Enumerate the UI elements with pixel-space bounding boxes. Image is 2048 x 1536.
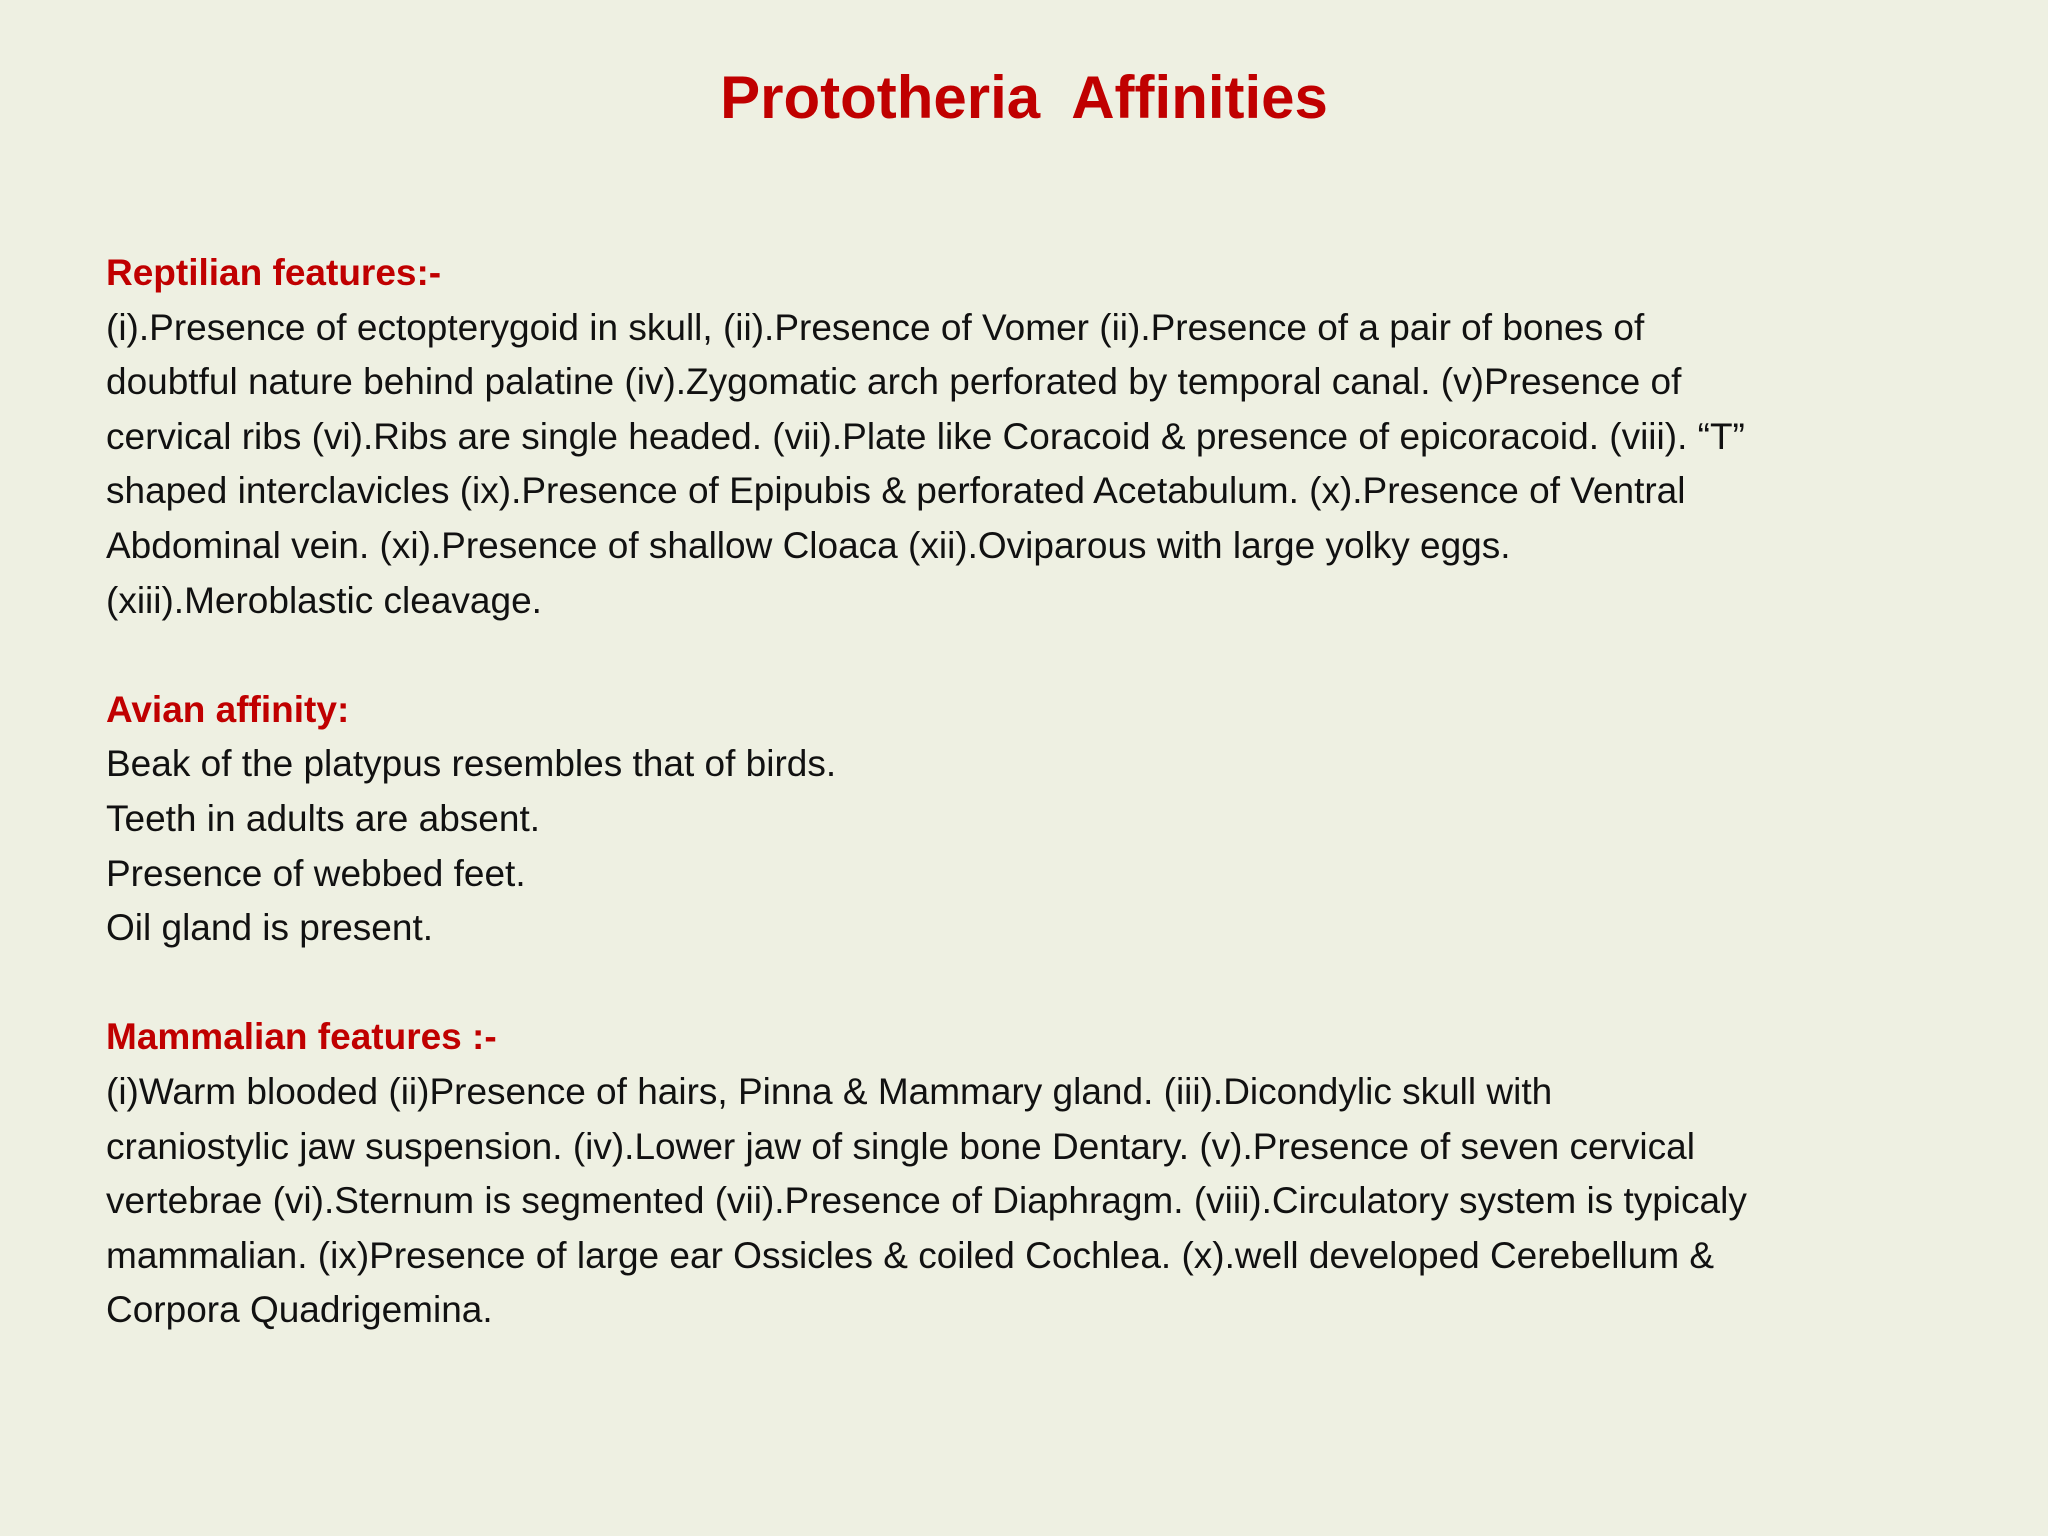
section-body: (i).Presence of ectopterygoid in skull, (ii).Presence of Vomer (ii).Presence of a pair of bones of doubtful nature behind palatine (iv).Zygomatic arch perforated by temporal canal. (v)Presence of cervical ribs (vi).Ribs are single headed. (vii).Plate like Coracoid & presence of epicoracoid. (viii). “T” shaped interclavicles (ix).Presence of Epipubis & perforated Acetabulum. (x).Presence of Ventral Abdominal vein. (xi).Presence of shallow Cloaca (xii).Oviparous with large yolky eggs. (xiii).Meroblastic cleavage. (106, 306, 1745, 621)
list-item: Presence of webbed feet. (106, 852, 526, 894)
list-item: Oil gland is present. (106, 907, 434, 949)
slide-content (106, 246, 1996, 1392)
section-heading: Reptilian features:- (106, 252, 442, 293)
section-heading: Avian affinity: (106, 688, 350, 730)
section-heading: Mammalian features :- (106, 1016, 497, 1058)
mammalian-features-section (106, 1010, 1996, 1338)
section-body: (i)Warm blooded (ii)Presence of hairs, Pinna & Mammary gland. (iii).Dicondylic skull with craniostylic jaw suspension. (iv).Lower jaw of single bone Dentary. (v).Presence of seven cervical vertebrae (vi).Sternum is segmented (vii).Presence of Diaphragm. (viii).Circulatory system is typicaly mammalian. (ix)Presence of large ear Ossicles & coiled Cochlea. (x).well developed Cerebellum & Corpora Quadrigemina. (106, 1070, 1747, 1331)
reptilian-features-section (106, 246, 1996, 628)
avian-affinity-section (106, 683, 1996, 956)
list-item: Teeth in adults are absent. (106, 797, 541, 839)
slide-title: Prototheria Affinities (720, 64, 1328, 131)
list-item: Beak of the platypus resembles that of birds. (106, 743, 837, 785)
